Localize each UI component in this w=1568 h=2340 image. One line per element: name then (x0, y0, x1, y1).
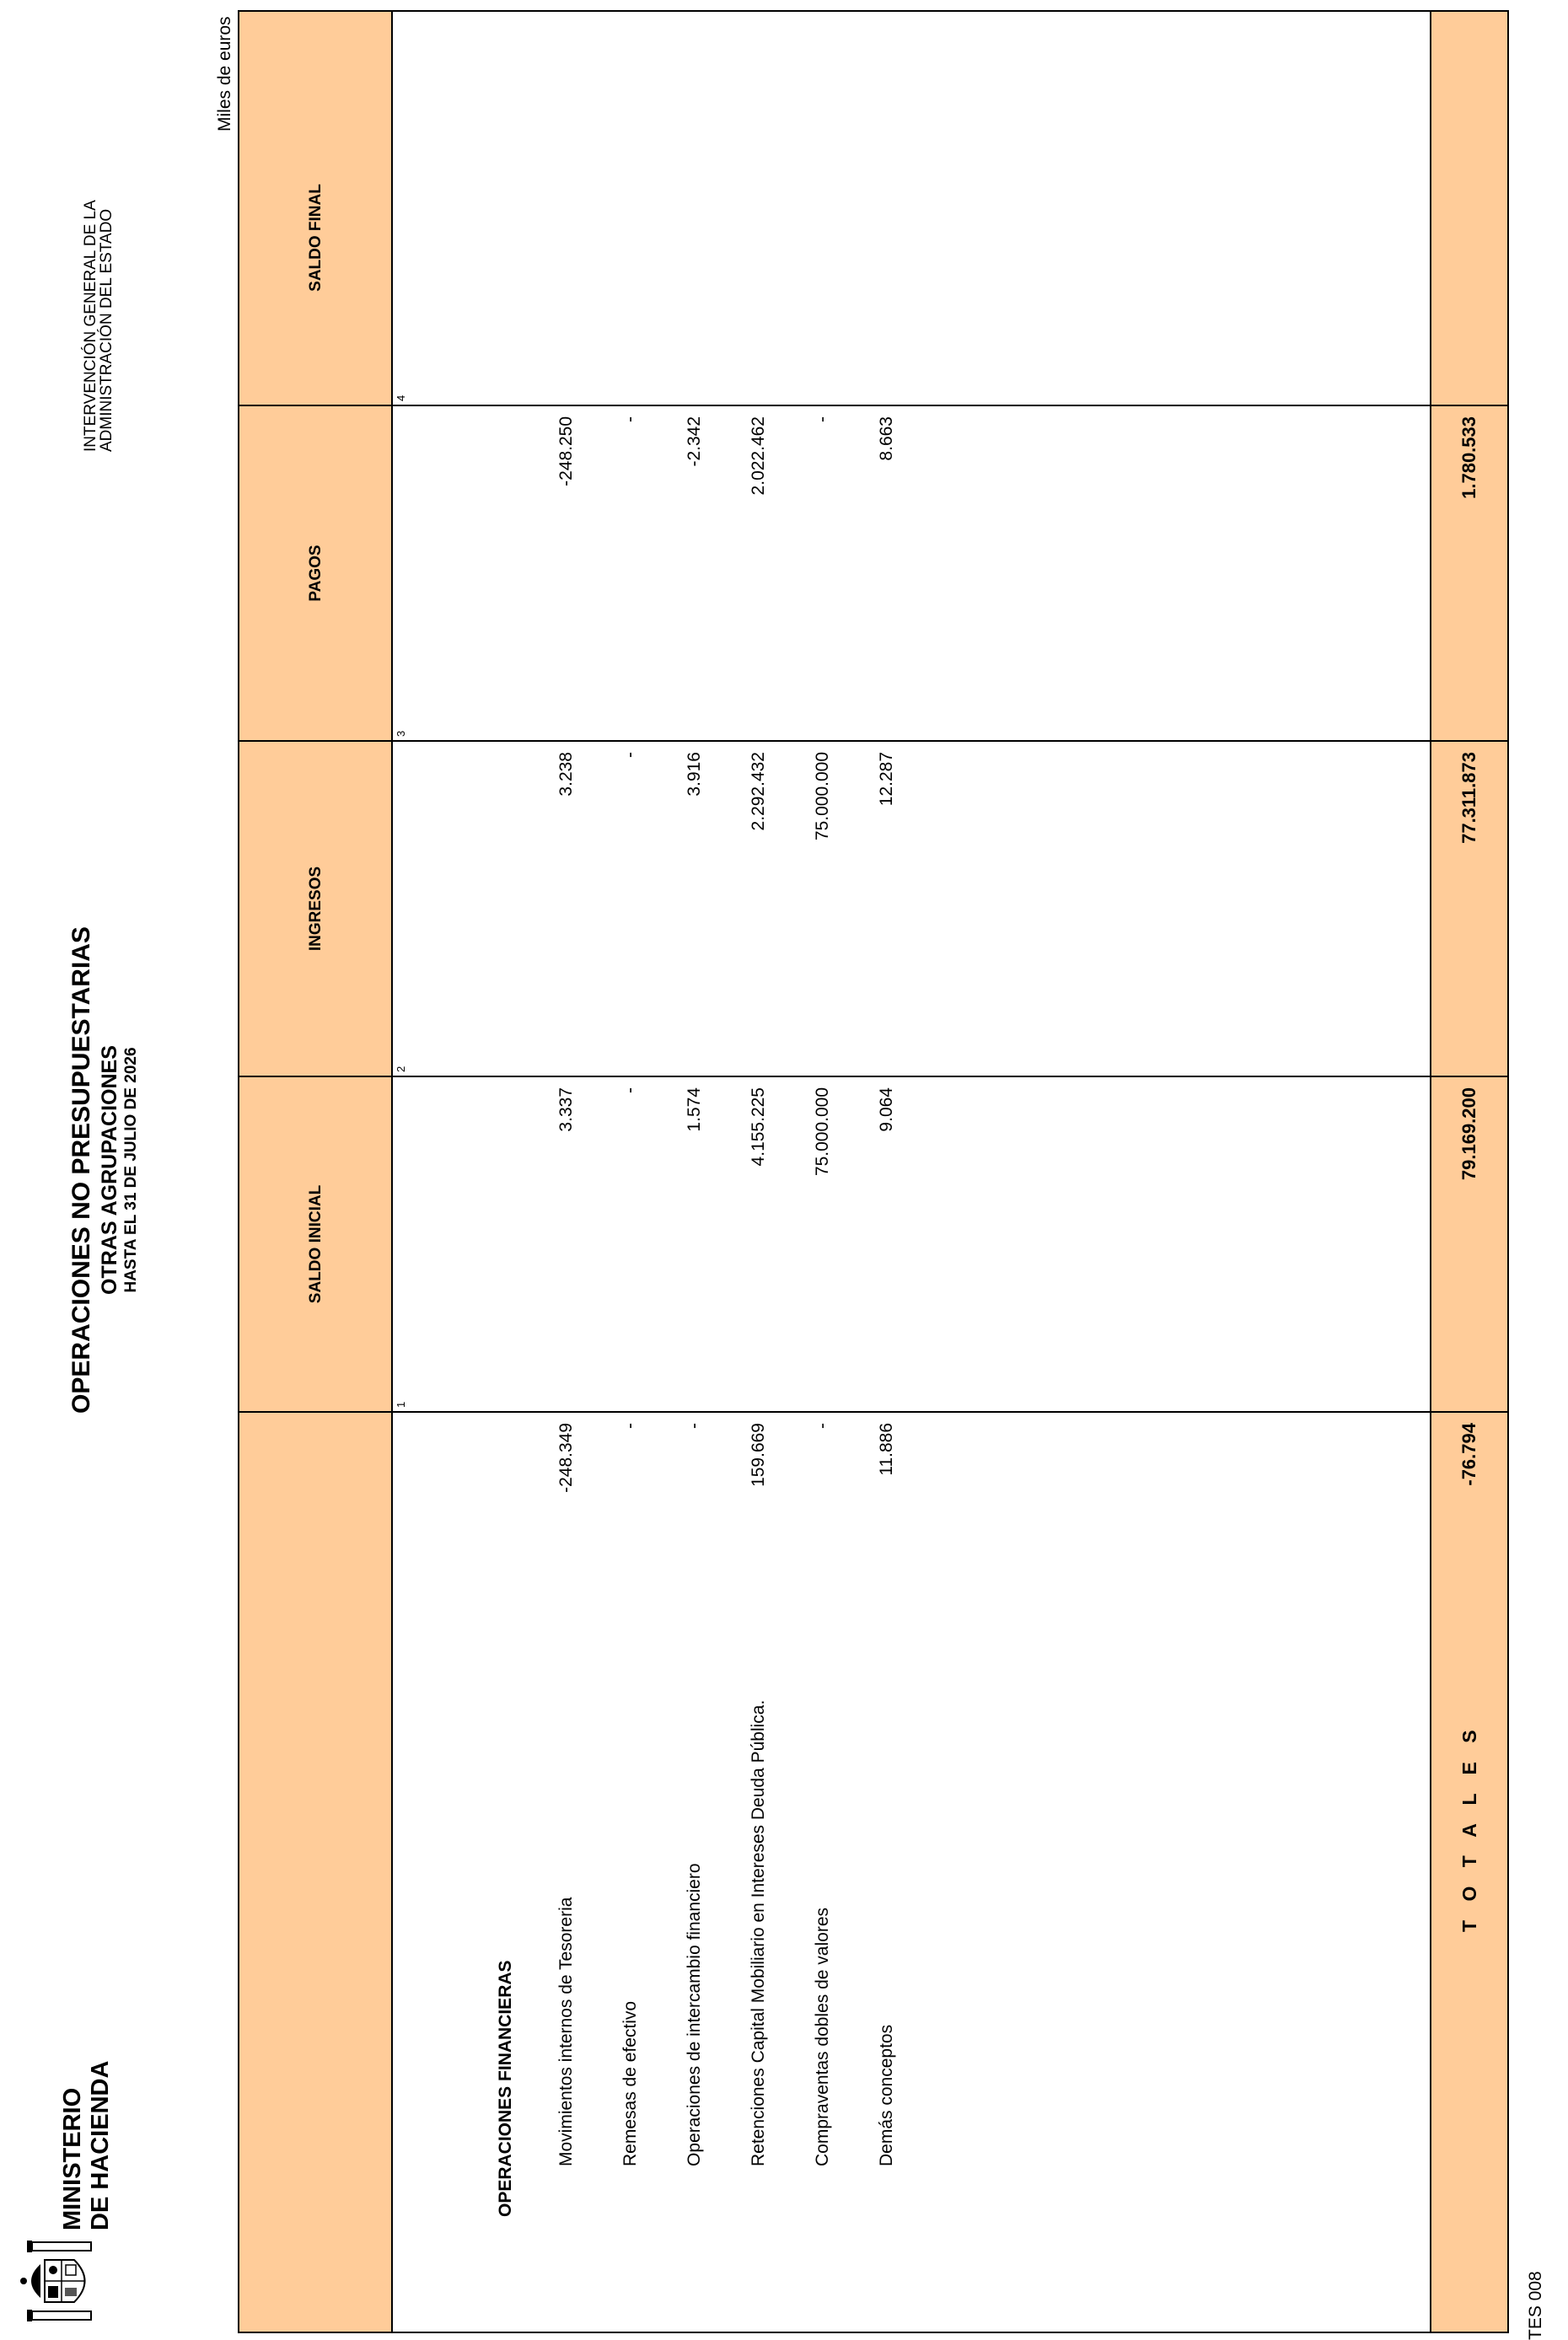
row-label: Compraventas dobles de valores (813, 1907, 832, 2166)
col-number-1: 1 (395, 1401, 407, 1408)
cell-value: 75.000.000 (813, 752, 832, 841)
units-label: Miles de euros (215, 16, 234, 131)
igae-line1: INTERVENCIÓN GENERAL DE LA (82, 200, 99, 452)
col-header-saldo-inicial: SALDO INICIAL (307, 1184, 325, 1304)
totals-label: T O T A L E S (1458, 1723, 1480, 1932)
col-header-saldo-final: SALDO FINAL (307, 184, 325, 292)
col-separator-3 (239, 740, 1507, 742)
report-period: HASTA EL 31 DE JULIO DE 2026 (122, 1047, 140, 1293)
ministry-line2: DE HACIENDA (87, 2060, 114, 2230)
cell-value: - (620, 1423, 640, 1429)
cell-value: - (813, 1423, 832, 1429)
cell-value: 75.000.000 (813, 1087, 832, 1177)
cell-value: 4.155.225 (749, 1087, 768, 1167)
report-subtitle: OTRAS AGRUPACIONES (98, 1045, 121, 1295)
cell-value: 159.669 (749, 1423, 768, 1487)
cell-value: 3.337 (556, 1087, 576, 1132)
row-label: Demás conceptos (877, 2024, 896, 2166)
igae-line2: ADMINISTRACIÓN DEL ESTADO (98, 208, 115, 452)
col-header-ingresos: INGRESOS (307, 866, 325, 952)
cell-value: 8.663 (877, 416, 896, 461)
col-number-4: 4 (395, 394, 407, 401)
total-value: -76.794 (1458, 1423, 1479, 1486)
cell-value: -248.250 (556, 416, 576, 486)
ministry-line1: MINISTERIO (59, 2087, 86, 2230)
header-separator (391, 12, 393, 2332)
cell-value: - (813, 416, 832, 422)
cell-value: 1.574 (685, 1087, 704, 1132)
col-separator-1 (239, 1411, 1507, 1413)
data-table (238, 10, 1509, 2333)
cell-value: - (620, 752, 640, 758)
report-title: OPERACIONES NO PRESUPUESTARIAS (67, 926, 95, 1414)
cell-value: -2.342 (685, 416, 704, 467)
cell-value: - (685, 1423, 704, 1429)
cell-value: 12.287 (877, 752, 896, 807)
col-header-pagos: PAGOS (307, 545, 325, 602)
totals-separator (1430, 12, 1431, 2332)
total-value: 79.169.200 (1458, 1087, 1479, 1181)
section-heading: OPERACIONES FINANCIERAS (496, 1960, 515, 2217)
total-value: 1.780.533 (1458, 416, 1479, 499)
row-label: Operaciones de intercambio financiero (685, 1863, 704, 2166)
cell-value: 2.292.432 (749, 752, 768, 831)
cell-value: 11.886 (877, 1423, 896, 1476)
col-separator-2 (239, 1076, 1507, 1077)
cell-value: 3.916 (685, 752, 704, 797)
igae-name (83, 200, 115, 452)
row-label: Movimientos internos de Tesoreria (556, 1897, 576, 2166)
cell-value: -248.349 (556, 1423, 576, 1493)
cell-value: 2.022.462 (749, 416, 768, 496)
cell-value: 3.238 (556, 752, 576, 797)
row-label: Remesas de efectivo (620, 2000, 640, 2166)
total-value: 77.311.873 (1458, 752, 1479, 844)
report-code: TES 008 (1526, 2271, 1545, 2340)
cell-value: - (620, 1087, 640, 1093)
cell-value: 9.064 (877, 1087, 896, 1132)
col-separator-4 (239, 405, 1507, 406)
col-number-3: 3 (395, 730, 407, 737)
row-label: Retenciones Capital Mobiliario en Intereses Deuda Pública. (749, 1699, 768, 2166)
col-number-2: 2 (395, 1065, 407, 1072)
cell-value: - (620, 416, 640, 422)
